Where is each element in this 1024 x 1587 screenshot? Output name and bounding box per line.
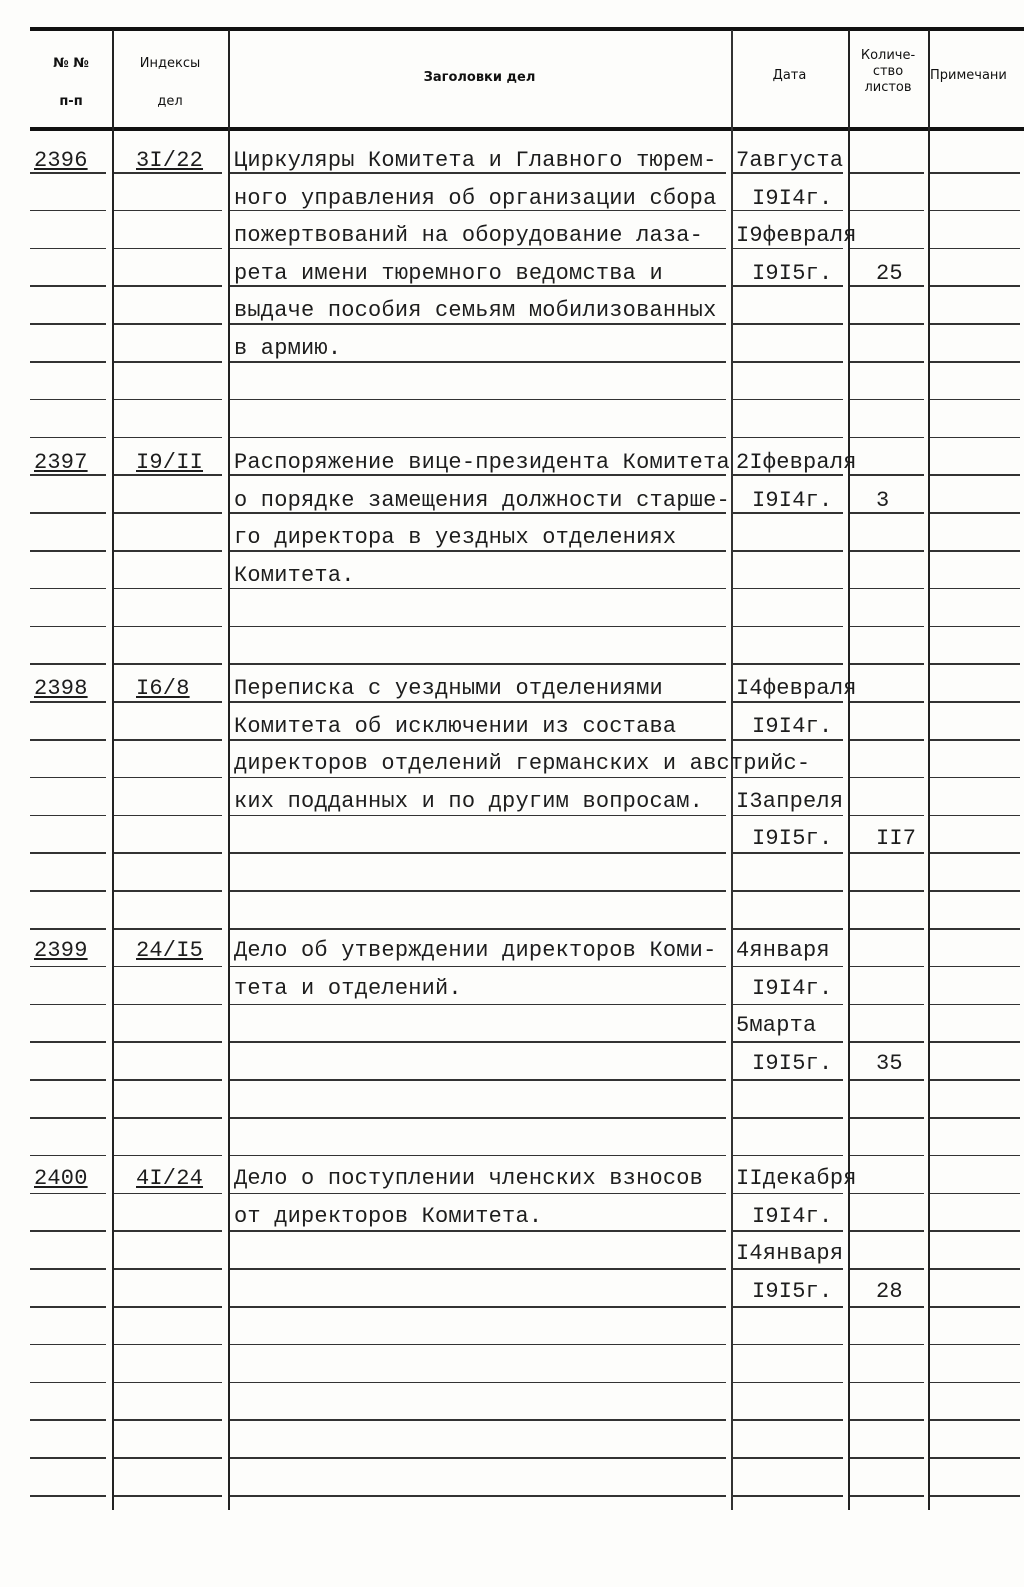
entry-index: I6/8 bbox=[136, 676, 190, 701]
ruled-line bbox=[850, 172, 924, 174]
ruled-line bbox=[230, 815, 726, 817]
ruled-line bbox=[850, 739, 924, 741]
entry-date: I9I4г. bbox=[752, 713, 833, 739]
entry-index: 24/I5 bbox=[136, 938, 204, 963]
ruled-line bbox=[930, 777, 1020, 779]
ruled-line bbox=[930, 1193, 1020, 1195]
ruled-line bbox=[114, 815, 222, 817]
ruled-line bbox=[930, 1230, 1020, 1232]
ruled-line bbox=[850, 361, 924, 363]
entry-title-line: ного управления об организации сбора bbox=[234, 185, 717, 211]
ruled-line bbox=[733, 626, 843, 628]
ruled-line bbox=[850, 1382, 924, 1384]
ruled-line bbox=[733, 1268, 843, 1270]
column-divider bbox=[112, 30, 114, 1510]
ruled-line bbox=[733, 588, 843, 590]
ruled-line bbox=[30, 1457, 106, 1459]
header-count-line1: Количе- bbox=[860, 48, 916, 63]
ruled-line bbox=[733, 1306, 843, 1308]
entry-sheet-count: 25 bbox=[876, 260, 903, 286]
ruled-line bbox=[30, 285, 106, 287]
ruled-line bbox=[30, 626, 106, 628]
ruled-line bbox=[733, 852, 843, 854]
entry-title-line: Дело о поступлении членских взносов bbox=[234, 1166, 704, 1191]
ruled-line bbox=[850, 1230, 924, 1232]
header-count bbox=[848, 48, 928, 96]
ruled-line bbox=[114, 1457, 222, 1459]
ruled-line bbox=[850, 928, 924, 930]
entry-date: 5марта bbox=[736, 1013, 817, 1039]
ruled-line bbox=[733, 1495, 843, 1497]
ruled-line bbox=[30, 890, 106, 892]
ruled-line bbox=[114, 512, 222, 514]
ruled-line bbox=[30, 588, 106, 590]
entry-date: I9февраля bbox=[736, 223, 857, 249]
ruled-line bbox=[850, 588, 924, 590]
ruled-line bbox=[733, 663, 843, 665]
ruled-line bbox=[930, 1155, 1020, 1157]
ruled-line bbox=[114, 588, 222, 590]
entry-index: 4I/24 bbox=[136, 1166, 204, 1191]
ruled-line bbox=[930, 1117, 1020, 1119]
entry-title-line: в армию. bbox=[234, 336, 342, 361]
ruled-line bbox=[114, 1117, 222, 1119]
entry-date: 4января bbox=[736, 938, 830, 963]
ruled-line bbox=[114, 399, 222, 401]
ruled-line bbox=[850, 815, 924, 817]
entry-title-line: Комитета. bbox=[234, 562, 355, 588]
ruled-line bbox=[230, 1268, 726, 1270]
header-title bbox=[228, 68, 731, 87]
ruled-line bbox=[733, 1382, 843, 1384]
ruled-line bbox=[850, 399, 924, 401]
ruled-line bbox=[114, 890, 222, 892]
ruled-line bbox=[114, 1155, 222, 1157]
header-date-text: Дата bbox=[772, 68, 807, 83]
ruled-line bbox=[30, 663, 106, 665]
ruled-line bbox=[930, 701, 1020, 703]
ruled-line bbox=[230, 928, 726, 930]
ruled-line bbox=[30, 1344, 106, 1346]
ruled-line bbox=[114, 1041, 222, 1043]
ruled-line bbox=[850, 1457, 924, 1459]
ruled-line bbox=[930, 323, 1020, 325]
header-number bbox=[30, 54, 112, 111]
ruled-line bbox=[114, 966, 222, 968]
ruled-line bbox=[230, 1344, 726, 1346]
ruled-line bbox=[114, 437, 222, 439]
ruled-line bbox=[930, 172, 1020, 174]
ruled-line bbox=[230, 1495, 726, 1497]
ruled-line bbox=[114, 285, 222, 287]
ruled-line bbox=[850, 1079, 924, 1081]
entry-sheet-count: 35 bbox=[876, 1050, 903, 1076]
ruled-line bbox=[930, 852, 1020, 854]
ruled-line bbox=[930, 1419, 1020, 1421]
ruled-line bbox=[930, 361, 1020, 363]
ruled-line bbox=[733, 966, 843, 968]
ruled-line bbox=[230, 852, 726, 854]
ruled-line bbox=[733, 890, 843, 892]
ruled-line bbox=[230, 890, 726, 892]
ruled-line bbox=[30, 1382, 106, 1384]
ruled-line bbox=[850, 550, 924, 552]
ruled-line bbox=[850, 626, 924, 628]
header-number-line1: № № bbox=[53, 56, 89, 71]
ruled-line bbox=[733, 1230, 843, 1232]
ruled-line bbox=[930, 474, 1020, 476]
ruled-line bbox=[850, 474, 924, 476]
ruled-line bbox=[30, 210, 106, 212]
ruled-line bbox=[30, 1155, 106, 1157]
ruled-line bbox=[230, 1382, 726, 1384]
header-bottom-border bbox=[30, 127, 1024, 131]
column-divider bbox=[848, 30, 850, 1510]
ruled-line bbox=[230, 1155, 726, 1157]
ruled-line bbox=[30, 323, 106, 325]
header-date bbox=[731, 66, 848, 85]
entry-title-line: директоров отделений германских и австрийс- bbox=[234, 751, 811, 777]
ruled-line bbox=[930, 1268, 1020, 1270]
ruled-line bbox=[850, 701, 924, 703]
ruled-line bbox=[930, 588, 1020, 590]
column-divider bbox=[928, 30, 930, 1510]
ruled-line bbox=[850, 663, 924, 665]
ruled-line bbox=[114, 852, 222, 854]
ruled-line bbox=[733, 1004, 843, 1006]
entry-title-line: ких подданных и по другим вопросам. bbox=[234, 788, 704, 814]
header-count-line3: листов bbox=[864, 80, 912, 95]
ruled-line bbox=[230, 966, 726, 968]
ruled-line bbox=[930, 1457, 1020, 1459]
ruled-line bbox=[114, 361, 222, 363]
ruled-line bbox=[114, 210, 222, 212]
ruled-line bbox=[733, 1344, 843, 1346]
ruled-line bbox=[930, 1306, 1020, 1308]
ruled-line bbox=[30, 739, 106, 741]
ruled-line bbox=[114, 1230, 222, 1232]
ruled-line bbox=[733, 1457, 843, 1459]
ruled-line bbox=[733, 550, 843, 552]
ruled-line bbox=[230, 1230, 726, 1232]
ruled-line bbox=[30, 928, 106, 930]
ruled-line bbox=[230, 1193, 726, 1195]
ruled-line bbox=[230, 1306, 726, 1308]
ruled-line bbox=[930, 1041, 1020, 1043]
ruled-line bbox=[850, 1193, 924, 1195]
header-notes bbox=[930, 66, 1024, 85]
ruled-line bbox=[850, 323, 924, 325]
entry-title-line: о порядке замещения должности старше- bbox=[234, 487, 730, 513]
ruled-line bbox=[30, 1495, 106, 1497]
header-number-line2: п-п bbox=[59, 94, 83, 109]
entry-date: I9I5г. bbox=[752, 826, 833, 852]
entry-title-line: от директоров Комитета. bbox=[234, 1203, 543, 1229]
ruled-line bbox=[114, 1004, 222, 1006]
ruled-line bbox=[114, 1382, 222, 1384]
entry-date: 2Iфевраля bbox=[736, 450, 857, 475]
entry-date: I9I4г. bbox=[752, 975, 833, 1001]
entry-title-line: рета имени тюремного ведомства и bbox=[234, 260, 663, 286]
entry-date: I9I4г. bbox=[752, 487, 833, 513]
ruled-line bbox=[930, 815, 1020, 817]
entry-title-line: Комитета об исключении из состава bbox=[234, 713, 677, 739]
entry-title-line: Циркуляры Комитета и Главного тюрем- bbox=[234, 148, 717, 173]
ruled-line bbox=[30, 1268, 106, 1270]
ruled-line bbox=[114, 1193, 222, 1195]
ruled-line bbox=[30, 1193, 106, 1195]
ruled-line bbox=[114, 248, 222, 250]
ruled-line bbox=[114, 928, 222, 930]
entry-number: 2398 bbox=[34, 676, 88, 701]
ruled-line bbox=[733, 1155, 843, 1157]
ruled-line bbox=[930, 1495, 1020, 1497]
entry-number: 2397 bbox=[34, 450, 88, 475]
ruled-line bbox=[30, 1079, 106, 1081]
ruled-line bbox=[30, 1041, 106, 1043]
ruled-line bbox=[230, 1117, 726, 1119]
ruled-line bbox=[850, 1306, 924, 1308]
ruled-line bbox=[230, 1041, 726, 1043]
ruled-line bbox=[30, 399, 106, 401]
ruled-line bbox=[850, 1268, 924, 1270]
ruled-line bbox=[850, 1495, 924, 1497]
ruled-line bbox=[850, 777, 924, 779]
ruled-line bbox=[850, 437, 924, 439]
ruled-line bbox=[850, 1117, 924, 1119]
ruled-line bbox=[733, 361, 843, 363]
entry-date: 7августа bbox=[736, 148, 844, 173]
ruled-line bbox=[114, 550, 222, 552]
header-count-line2: ство bbox=[872, 64, 904, 79]
ruled-line bbox=[930, 1004, 1020, 1006]
entry-date: I9I5г. bbox=[752, 1278, 833, 1304]
entry-date: I9I4г. bbox=[752, 1203, 833, 1229]
ruled-line bbox=[230, 1079, 726, 1081]
ruled-line bbox=[850, 210, 924, 212]
table-top-border bbox=[30, 27, 1024, 31]
ruled-line bbox=[733, 323, 843, 325]
ruled-line bbox=[230, 1457, 726, 1459]
ruled-line bbox=[930, 739, 1020, 741]
ruled-line bbox=[30, 1419, 106, 1421]
ruled-line bbox=[930, 285, 1020, 287]
ruled-line bbox=[930, 626, 1020, 628]
entry-index: 3I/22 bbox=[136, 148, 204, 173]
ruled-line bbox=[930, 399, 1020, 401]
ruled-line bbox=[30, 437, 106, 439]
ruled-line bbox=[930, 1344, 1020, 1346]
entry-date: I9I5г. bbox=[752, 1050, 833, 1076]
ruled-line bbox=[850, 1344, 924, 1346]
ruled-line bbox=[114, 1306, 222, 1308]
entry-number: 2396 bbox=[34, 148, 88, 173]
ruled-line bbox=[850, 890, 924, 892]
ruled-line bbox=[850, 248, 924, 250]
ruled-line bbox=[850, 1004, 924, 1006]
ruled-line bbox=[230, 399, 726, 401]
ruled-line bbox=[930, 210, 1020, 212]
ruled-line bbox=[930, 1382, 1020, 1384]
entry-date: I4февраля bbox=[736, 676, 857, 701]
column-divider bbox=[228, 30, 230, 1510]
entry-title-line: пожертвований на оборудование лаза- bbox=[234, 223, 704, 249]
ruled-line bbox=[930, 966, 1020, 968]
ruled-line bbox=[733, 928, 843, 930]
entry-sheet-count: 3 bbox=[876, 487, 890, 513]
entry-date: I4января bbox=[736, 1241, 844, 1267]
ruled-line bbox=[850, 1155, 924, 1157]
entry-title-line: Переписка с уездными отделениями bbox=[234, 676, 663, 701]
ruled-line bbox=[114, 1079, 222, 1081]
entry-date: I9I4г. bbox=[752, 185, 833, 211]
ruled-line bbox=[30, 777, 106, 779]
ruled-line bbox=[733, 1041, 843, 1043]
header-index-line2: дел bbox=[157, 94, 183, 109]
ruled-line bbox=[30, 815, 106, 817]
ruled-line bbox=[30, 852, 106, 854]
ruled-line bbox=[733, 1419, 843, 1421]
ruled-line bbox=[230, 663, 726, 665]
ruled-line bbox=[230, 1419, 726, 1421]
ruled-line bbox=[733, 1117, 843, 1119]
ruled-line bbox=[930, 512, 1020, 514]
header-index bbox=[112, 54, 228, 111]
header-index-line1: Индексы bbox=[139, 56, 201, 71]
header-title-text: Заголовки дел bbox=[423, 70, 536, 85]
ruled-line bbox=[30, 550, 106, 552]
entry-number: 2399 bbox=[34, 938, 88, 963]
entry-title-line: выдаче пособия семьям мобилизованных bbox=[234, 298, 717, 324]
entry-date: I3апреля bbox=[736, 788, 844, 814]
ruled-line bbox=[930, 550, 1020, 552]
ruled-line bbox=[30, 1230, 106, 1232]
entry-title-line: Распоряжение вице-президента Комитета bbox=[234, 450, 730, 475]
ruled-line bbox=[114, 663, 222, 665]
ruled-line bbox=[930, 890, 1020, 892]
ruled-line bbox=[733, 1079, 843, 1081]
ruled-line bbox=[930, 248, 1020, 250]
ruled-line bbox=[30, 512, 106, 514]
entry-date: IIдекабря bbox=[736, 1166, 857, 1191]
ruled-line bbox=[230, 437, 726, 439]
ruled-line bbox=[733, 399, 843, 401]
ruled-line bbox=[733, 437, 843, 439]
ruled-line bbox=[230, 626, 726, 628]
ruled-line bbox=[30, 361, 106, 363]
entry-title-line: Дело об утверждении директоров Коми- bbox=[234, 938, 717, 963]
entry-title-line: го директора в уездных отделениях bbox=[234, 525, 677, 551]
ruled-line bbox=[930, 437, 1020, 439]
ruled-line bbox=[230, 1004, 726, 1006]
ruled-line bbox=[930, 928, 1020, 930]
ruled-line bbox=[114, 1495, 222, 1497]
ruled-line bbox=[850, 1041, 924, 1043]
ruled-line bbox=[114, 1419, 222, 1421]
ruled-line bbox=[733, 815, 843, 817]
ruled-line bbox=[114, 626, 222, 628]
ruled-line bbox=[30, 1004, 106, 1006]
ruled-line bbox=[114, 739, 222, 741]
entry-sheet-count: II7 bbox=[876, 826, 917, 852]
entry-sheet-count: 28 bbox=[876, 1278, 903, 1304]
entry-index: I9/II bbox=[136, 450, 204, 475]
ruled-line bbox=[30, 966, 106, 968]
ruled-line bbox=[850, 966, 924, 968]
ruled-line bbox=[733, 1193, 843, 1195]
ruled-line bbox=[114, 1344, 222, 1346]
ruled-line bbox=[30, 248, 106, 250]
entry-title-line: тета и отделений. bbox=[234, 975, 462, 1001]
ruled-line bbox=[114, 777, 222, 779]
ruled-line bbox=[850, 1419, 924, 1421]
ruled-line bbox=[930, 1079, 1020, 1081]
ruled-line bbox=[114, 1268, 222, 1270]
ruled-line bbox=[114, 323, 222, 325]
ruled-line bbox=[930, 663, 1020, 665]
entry-number: 2400 bbox=[34, 1166, 88, 1191]
ruled-line bbox=[850, 852, 924, 854]
entry-date: I9I5г. bbox=[752, 260, 833, 286]
header-notes-text: Примечани bbox=[930, 68, 1007, 83]
ruled-line bbox=[30, 1306, 106, 1308]
ruled-line bbox=[30, 1117, 106, 1119]
